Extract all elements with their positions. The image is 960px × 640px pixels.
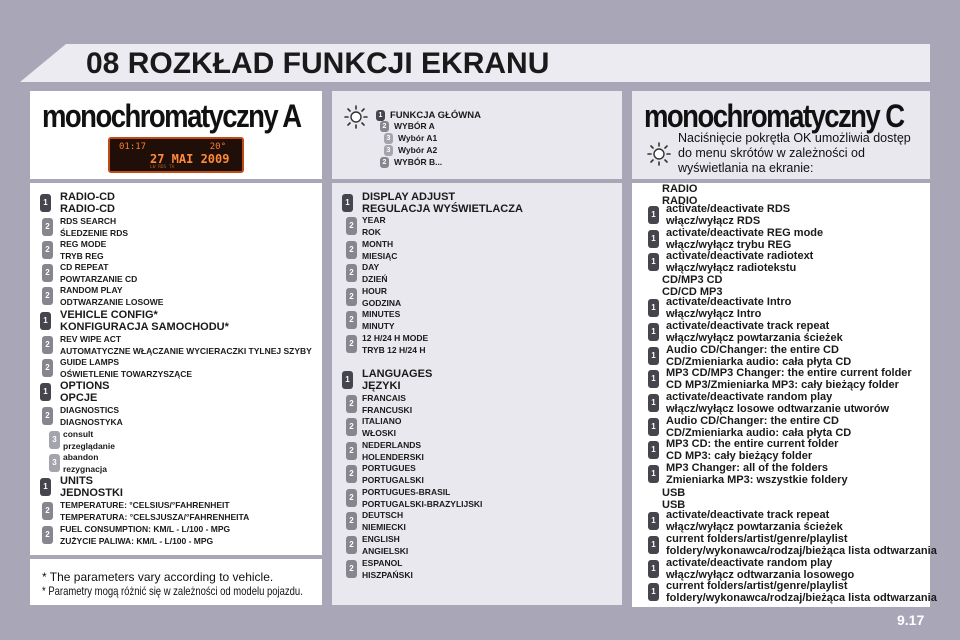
item-label-secondary: ROK <box>362 227 381 237</box>
item-label-primary: ESPANOL <box>362 558 403 568</box>
level-badge: 2 <box>42 526 53 544</box>
section-b-menu-panel <box>332 183 622 605</box>
level-badge: 2 <box>346 465 357 483</box>
item-label-secondary: TRYB REG <box>60 251 104 261</box>
level-badge: 2 <box>42 359 53 377</box>
item-label-secondary: włącz/wyłącz powtarzania ścieżek <box>666 332 843 344</box>
level-badge: 1 <box>40 194 51 212</box>
section-c-heading: monochromatyczny C <box>644 98 904 134</box>
item-label-primary: DEUTSCH <box>362 510 404 520</box>
item-label-secondary: JĘZYKI <box>362 380 401 392</box>
item-label-primary: RADIO-CD <box>60 191 115 203</box>
section-a-heading: monochromatyczny A <box>42 98 301 134</box>
level-badge: 3 <box>49 431 60 449</box>
legend-label: Wybór A1 <box>398 133 438 143</box>
level-badge: 1 <box>376 110 385 121</box>
item-label-primary: MP3 CD: the entire current folder <box>666 438 839 450</box>
level-badge: 2 <box>42 218 53 236</box>
item-label-primary: FRANCAIS <box>362 393 406 403</box>
item-label-primary: ITALIANO <box>362 416 402 426</box>
display-temperature: 20° <box>209 142 226 152</box>
legend-label: Wybór A2 <box>398 145 438 155</box>
item-label-secondary: AUTOMATYCZNE WŁĄCZANIE WYCIERACZKI TYLNEJ SZYBY <box>60 346 312 356</box>
subheading-line: RADIO <box>662 195 698 207</box>
level-badge: 1 <box>342 194 353 212</box>
level-badge: 1 <box>648 583 659 601</box>
item-label-secondary: włącz/wyłącz radiotekstu <box>666 262 797 274</box>
page-number: 9.17 <box>897 612 925 628</box>
item-label-primary: DAY <box>362 262 380 272</box>
section-c-subheading <box>662 487 685 511</box>
item-label-secondary: Zmieniarka MP3: wszystkie foldery <box>666 474 848 486</box>
subheading-line: CD/CD MP3 <box>662 286 723 298</box>
item-label-secondary: TRYB 12 H/24 H <box>362 345 426 355</box>
level-badge: 2 <box>42 336 53 354</box>
item-label-secondary: GODZINA <box>362 298 402 308</box>
subheading-line: USB <box>662 499 686 511</box>
item-label-secondary: włącz/wyłącz trybu REG <box>666 239 792 251</box>
item-label-primary: Audio CD/Changer: the entire CD <box>666 344 839 356</box>
item-label-primary: UNITS <box>60 475 93 487</box>
section-c-subheading <box>662 274 723 298</box>
item-label-secondary: ŚLEDZENIE RDS <box>60 228 129 238</box>
level-badge: 2 <box>346 442 357 460</box>
item-label-primary: activate/deactivate random play <box>666 557 833 569</box>
item-label-primary: LANGUAGES <box>362 368 433 380</box>
level-badge: 1 <box>648 370 659 388</box>
item-label-secondary: włącz/wyłącz losowe odtwarzanie utworów <box>666 403 890 415</box>
section-a-menu-panel <box>30 183 322 555</box>
footnote-english: * The parameters vary according to vehicle. <box>42 570 274 584</box>
item-label-primary: HOUR <box>362 286 388 296</box>
item-label-primary: activate/deactivate Intro <box>666 296 792 308</box>
item-label-primary: YEAR <box>362 215 386 225</box>
item-label-secondary: MINUTY <box>362 321 395 331</box>
item-label-secondary: WŁOSKI <box>362 428 396 438</box>
item-label-secondary: DZIEŃ <box>362 274 388 284</box>
item-label-secondary: POWTARZANIE CD <box>60 274 138 284</box>
legend-panel <box>332 91 622 179</box>
item-label-primary: MP3 Changer: all of the folders <box>666 462 828 474</box>
level-badge: 2 <box>346 536 357 554</box>
level-badge: 2 <box>42 502 53 520</box>
item-label-secondary: RADIO-CD <box>60 203 115 215</box>
item-label-primary: 12 H/24 H MODE <box>362 333 429 343</box>
item-label-primary: FUEL CONSUMPTION: KM/L - L/100 - MPG <box>60 524 231 534</box>
level-badge: 1 <box>648 512 659 530</box>
level-badge: 2 <box>346 489 357 507</box>
item-label-secondary: REGULACJA WYŚWIETLACZA <box>362 203 523 215</box>
item-label-secondary: PORTUGALSKI <box>362 475 424 485</box>
level-badge: 1 <box>40 478 51 496</box>
item-label-primary: CD REPEAT <box>60 262 109 272</box>
item-label-secondary: włącz/wyłącz powtarzania ścieżek <box>666 521 843 533</box>
item-label-secondary: włącz/wyłącz odtwarzania losowego <box>666 569 855 581</box>
item-label-primary: PORTUGUES-BRASIL <box>362 487 451 497</box>
item-label-secondary: ANGIELSKI <box>362 546 409 556</box>
item-label-primary: consult <box>63 429 94 439</box>
level-badge: 2 <box>346 241 357 259</box>
level-badge: 2 <box>346 288 357 306</box>
sun-brightness-icon <box>646 141 672 167</box>
level-badge: 1 <box>40 383 51 401</box>
item-label-secondary: DIAGNOSTYKA <box>60 417 123 427</box>
display-indicators: LW RDS TA <box>150 165 175 170</box>
item-label-primary: ENGLISH <box>362 534 400 544</box>
item-label-primary: activate/deactivate radiotext <box>666 250 814 262</box>
item-label-primary: Audio CD/Changer: the entire CD <box>666 415 839 427</box>
level-badge: 1 <box>648 230 659 248</box>
item-label-primary: VEHICLE CONFIG* <box>60 309 158 321</box>
item-label-primary: NEDERLANDS <box>362 440 422 450</box>
item-label-primary: REG MODE <box>60 239 107 249</box>
level-badge: 1 <box>648 347 659 365</box>
item-label-secondary: NIEMIECKI <box>362 522 406 532</box>
item-label-secondary: rezygnacja <box>63 464 107 474</box>
display-time: 01:17 <box>119 142 147 152</box>
item-label-secondary: MIESIĄC <box>362 251 398 261</box>
item-label-secondary: włącz/wyłącz Intro <box>666 308 762 320</box>
item-label-primary: MINUTES <box>362 309 401 319</box>
level-badge: 2 <box>42 287 53 305</box>
item-label-primary: current folders/artist/genre/playlist <box>666 533 848 545</box>
item-label-secondary: OŚWIETLENIE TOWARZYSZĄCE <box>60 369 193 379</box>
item-label-primary: abandon <box>63 452 99 462</box>
item-label-primary: DIAGNOSTICS <box>60 405 120 415</box>
item-label-primary: REV WIPE ACT <box>60 334 122 344</box>
level-badge: 2 <box>346 311 357 329</box>
level-badge: 1 <box>648 441 659 459</box>
item-label-secondary: JEDNOSTKI <box>60 487 123 499</box>
level-badge: 2 <box>42 241 53 259</box>
item-label-primary: MP3 CD/MP3 Changer: the entire current folder <box>666 367 912 379</box>
section-c-intro: Naciśnięcie pokrętła OK umożliwia dostęp do menu skrótów w zależności od wyświetlania na ekranie: <box>678 131 911 175</box>
level-badge: 2 <box>42 407 53 425</box>
item-label-secondary: przeglądanie <box>63 441 115 451</box>
footnote-polish: * Parametry mogą różnić się w zależności od modelu pojazdu. <box>42 584 303 598</box>
level-badge: 2 <box>346 395 357 413</box>
item-label-primary: OPTIONS <box>60 380 110 392</box>
level-badge: 1 <box>648 394 659 412</box>
item-label-primary: activate/deactivate REG mode <box>666 227 824 239</box>
item-label-secondary: FRANCUSKI <box>362 405 413 415</box>
item-label-secondary: ODTWARZANIE LOSOWE <box>60 297 164 307</box>
level-badge: 1 <box>648 323 659 341</box>
level-badge: 2 <box>346 217 357 235</box>
item-label-primary: current folders/artist/genre/playlist <box>666 580 848 592</box>
item-label-primary: activate/deactivate track repeat <box>666 320 830 332</box>
item-label-secondary: foldery/wykonawca/rodzaj/bieżąca lista odtwarzania <box>666 545 937 557</box>
level-badge: 1 <box>342 371 353 389</box>
level-badge: 1 <box>40 312 51 330</box>
level-badge: 1 <box>648 465 659 483</box>
level-badge: 3 <box>49 454 60 472</box>
item-label-primary: RDS SEARCH <box>60 216 117 226</box>
item-label-primary: activate/deactivate track repeat <box>666 509 830 521</box>
item-label-primary: DISPLAY ADJUST <box>362 191 456 203</box>
subheading-line: CD/MP3 CD <box>662 274 723 286</box>
item-label-primary: GUIDE LAMPS <box>60 357 120 367</box>
level-badge: 1 <box>648 560 659 578</box>
item-label-secondary: CD/Zmieniarka audio: cała płyta CD <box>666 356 852 368</box>
legend-label: WYBÓR A <box>394 121 435 131</box>
subheading-line: USB <box>662 487 686 499</box>
level-badge: 1 <box>648 206 659 224</box>
level-badge: 2 <box>346 512 357 530</box>
item-label-secondary: PORTUGALSKI-BRAZYLIJSKI <box>362 499 483 509</box>
item-label-primary: MONTH <box>362 239 394 249</box>
level-badge: 2 <box>380 157 389 168</box>
item-label-primary: TEMPERATURE: °CELSIUS/°FAHRENHEIT <box>60 500 230 510</box>
radio-display-image <box>108 137 244 173</box>
legend-label: FUNKCJA GŁÓWNA <box>390 110 481 121</box>
level-badge: 2 <box>346 560 357 578</box>
item-label-secondary: ZUŻYCIE PALIWA: KM/L - L/100 - MPG <box>60 536 214 546</box>
level-badge: 1 <box>648 418 659 436</box>
item-label-secondary: OPCJE <box>60 392 98 404</box>
item-label-secondary: CD MP3/Zmieniarka MP3: cały bieżący folder <box>666 379 899 391</box>
level-badge: 2 <box>346 264 357 282</box>
page-title: 08 ROZKŁAD FUNKCJI EKRANU <box>86 47 550 80</box>
item-label-secondary: HISZPAŃSKI <box>362 570 413 580</box>
level-badge: 2 <box>42 264 53 282</box>
item-label-secondary: HOLENDERSKI <box>362 452 424 462</box>
item-label-secondary: CD/Zmieniarka audio: cała płyta CD <box>666 427 852 439</box>
level-badge: 1 <box>648 299 659 317</box>
display-date: 27 MAI 2009 <box>150 152 230 166</box>
section-c-menu-panel <box>632 183 937 607</box>
subheading-line: RADIO <box>662 183 698 195</box>
sun-brightness-icon <box>343 104 369 130</box>
level-badge: 2 <box>346 335 357 353</box>
item-label-secondary: KONFIGURACJA SAMOCHODU* <box>60 321 229 333</box>
level-badge: 3 <box>384 133 393 144</box>
legend-label: WYBÓR B... <box>394 157 443 167</box>
level-badge: 1 <box>648 536 659 554</box>
item-label-secondary: foldery/wykonawca/rodzaj/bieżąca lista odtwarzania <box>666 592 937 604</box>
item-label-secondary: włącz/wyłącz RDS <box>666 215 761 227</box>
level-badge: 1 <box>648 253 659 271</box>
item-label-primary: activate/deactivate RDS <box>666 203 791 215</box>
item-label-primary: activate/deactivate random play <box>666 391 833 403</box>
level-badge: 2 <box>346 418 357 436</box>
level-badge: 2 <box>380 121 389 132</box>
item-label-primary: PORTUGUES <box>362 463 416 473</box>
item-label-secondary: CD MP3: cały bieżący folder <box>666 450 813 462</box>
level-badge: 3 <box>384 145 393 156</box>
item-label-secondary: TEMPERATURA: °CELSJUSZA/°FAHRENHEITA <box>60 512 250 522</box>
item-label-primary: RANDOM PLAY <box>60 285 123 295</box>
